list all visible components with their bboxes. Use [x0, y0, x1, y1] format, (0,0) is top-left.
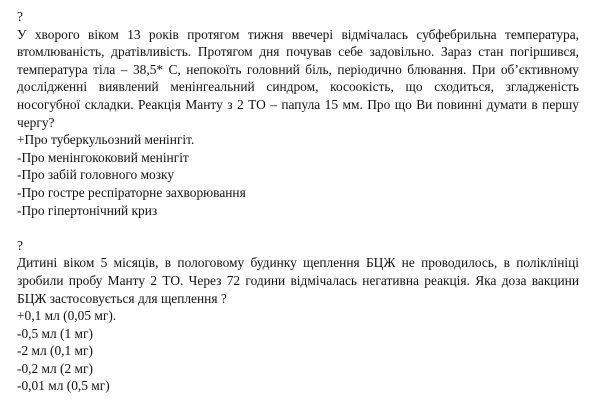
answer-option: -Про гостре респіраторне захворювання	[17, 184, 246, 200]
answer-option: -Про гіпертонічний криз	[17, 202, 158, 218]
question-stem: Дитині віком 5 місяців, в пологовому будинку щеплення БЦЖ не проводилось, в поліклініці зробили пробу Манту 2 ТО. Через 72 години відмічалась негативна реакція. Яка доза вакцини БЦЖ застосовується для щеплення ?	[17, 255, 579, 306]
question-stem: У хворого віком 13 років протягом тижня ввечері відмічалась субфебрильна температура, втомлюваність, дратівливість. Протягом дня почував себе задовільно. Зараз стан погіршився, температура тіла – 38,5* С, непокоїть головний біль, періодично блювання. При об’єктивному дослідженні виявлений менінгеальний синдром, косоокість, що сходиться, згладженість носогубної складки. Реакція Манту з 2 ТО – папула 15 мм. Про що Ви повинні думати в першу чергу?	[17, 26, 579, 130]
blank-line	[17, 219, 579, 237]
question-block-2	[17, 237, 579, 395]
answer-option: -0,01 мл (0,5 мг)	[17, 378, 110, 394]
answer-option: -0,5 мл (1 мг)	[17, 325, 93, 341]
answer-option-correct: +0,1 мл (0,05 мг).	[17, 308, 117, 324]
question-marker: ?	[17, 237, 23, 253]
document-page	[17, 8, 579, 395]
question-marker: ?	[17, 9, 23, 24]
answer-option: -Про забій головного мозку	[17, 167, 175, 183]
question-block-1	[17, 8, 579, 219]
answer-option: -0,2 мл (2 мг)	[17, 360, 93, 376]
answer-option: -2 мл (0,1 мг)	[17, 343, 93, 359]
answer-option: -Про менінгококовий менінгіт	[17, 149, 189, 165]
answer-option-correct: +Про туберкульозний менінгіт.	[17, 132, 195, 148]
